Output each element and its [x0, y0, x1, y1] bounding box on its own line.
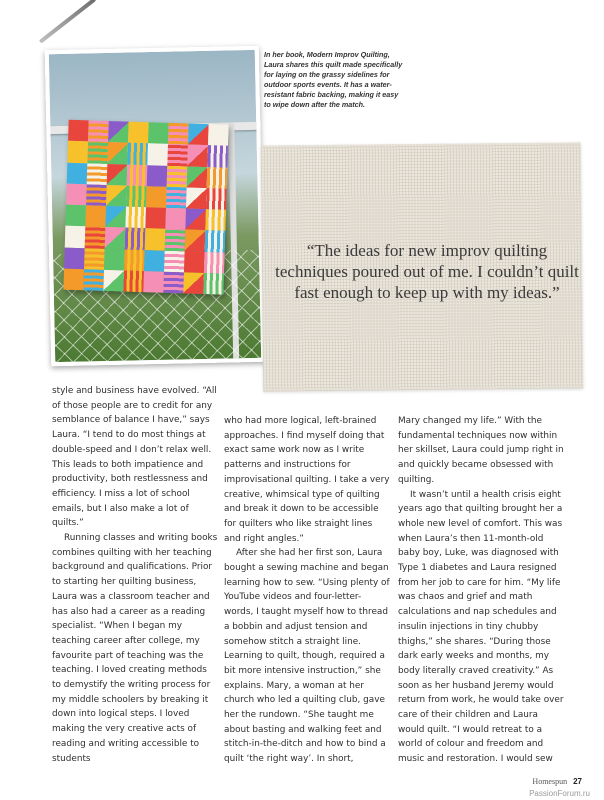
quilt-block [168, 123, 189, 145]
quilt-block [123, 270, 144, 292]
quilt-block [64, 247, 85, 269]
quilt-block [143, 271, 164, 293]
quilt-block [128, 122, 149, 144]
quilt-block [86, 184, 107, 206]
quilt-block [167, 165, 188, 187]
pull-quote: “The ideas for new improv quilting techniques poured out of me. I couldn’t quilt fast enough to keep up with my ideas.” [275, 241, 579, 302]
quilt-block [88, 120, 109, 142]
quilt-block [188, 123, 209, 145]
quilt-block [208, 124, 229, 146]
quilt-block [166, 187, 187, 209]
quilt-block [205, 230, 226, 252]
quilt-photo [45, 46, 266, 366]
quilt-block [85, 205, 106, 227]
quilt-block [65, 226, 86, 248]
quilt-block [184, 251, 205, 273]
quilt-block [65, 205, 86, 227]
quilt-block [107, 163, 128, 185]
quilt-block [68, 120, 89, 142]
quilt-block [106, 185, 127, 207]
quilt-block [108, 121, 129, 143]
paragraph: Running classes and writing books combines quilting with her teaching background and qualifications. Prior to starting her quilting business, Laura was a classroom teacher and has also had a career as a reading specialist. “When I began my teaching career after college, my favourite part of teaching was the teaching. I loved creating methods to demystify the writing process for my middle schoolers by breaking it down into logical steps. I loved making the very creative acts of reading and writing accessible to students [52, 533, 218, 764]
quilt-block [207, 145, 228, 167]
quilt-block [147, 165, 168, 187]
quilt-block [185, 230, 206, 252]
quilt-block [187, 166, 208, 188]
quilt-block [84, 248, 105, 270]
quilt-block [104, 248, 125, 270]
quilt-block [165, 229, 186, 251]
quilt-block [147, 143, 168, 165]
paragraph: who had more logical, left-brained approaches. I find myself doing that exact same work now as I write patterns and instructions for improvisational quilting. I take a very creative, whimsical type of quilting and break it down to be accessible for quilters who like straight lines and right angles.” [224, 416, 390, 544]
quilt-block [164, 250, 185, 272]
quilt-block [207, 167, 228, 189]
quilt-block [83, 269, 104, 291]
quilt-block [124, 249, 145, 271]
quilt-block [204, 252, 225, 274]
quilt-block [205, 209, 226, 231]
quilt-block [165, 208, 186, 230]
quilt-block [145, 207, 166, 229]
quilt-block [163, 272, 184, 294]
quilt-block [148, 122, 169, 144]
quilt-block [125, 207, 146, 229]
quilt-block [127, 143, 148, 165]
quilt-block [66, 183, 87, 205]
quilt-block [203, 273, 224, 295]
quilt-block [167, 144, 188, 166]
quilt-block [103, 270, 124, 292]
page-number: 27 [573, 777, 582, 786]
quilt-block [185, 208, 206, 230]
quilt-block [67, 162, 88, 184]
quilt-block [144, 250, 165, 272]
quilt-block [146, 186, 167, 208]
quilt-block [145, 228, 166, 250]
paragraph: style and business have evolved. “All of those people are to credit for any semblance of balance I have,” says Laura. “I tend to do most things at double-speed and I don’t relax well. This leads to both impatience and productivity, both restlessness and efficiency. I miss a lot of school emails, but I also make a lot of quilts.” [52, 386, 217, 529]
text-column-3 [398, 414, 564, 767]
photo-caption: In her book, Modern Improv Quilting, Laura shares this quilt made specifically for laying on the grassy sidelines for outdoor sports events. It has a water-resistant fabric backing, making it easy to wipe down after the match. [264, 50, 403, 109]
magazine-name: Homespun [532, 777, 568, 786]
pin-icon [39, 0, 97, 44]
quilt-block [105, 206, 126, 228]
quilt-block [183, 272, 204, 294]
quilt [63, 120, 228, 295]
quilt-block [85, 227, 106, 249]
paragraph: It wasn’t until a health crisis eight years ago that quilting brought her a whole new level of comfort. This was when Laura’s then 11-month-old baby boy, Luke, was diagnosed with Type 1 diabetes and Laura resigned from her job to care for him. “My life was chaos and grief and math calculations and nap schedules and insulin injections in tiny chubby thighs,” she shares. “During those dark early weeks and months, my body literally craved creativity.” As soon as her husband Jeremy would return from work, he would take over care of their children and Laura would quilt. “I would retreat to a world of colour and freedom and music and restoration. I would sew [398, 489, 564, 765]
quilt-block [127, 164, 148, 186]
quilt-block [187, 145, 208, 167]
quilt-block [107, 142, 128, 164]
text-column-2 [224, 414, 390, 767]
quilt-block [87, 163, 108, 185]
quilt-block [87, 142, 108, 164]
quilt-block [67, 141, 88, 163]
quilt-block [206, 188, 227, 210]
quilt-block [126, 185, 147, 207]
quilt-block [125, 228, 146, 250]
text-column-1 [52, 384, 218, 766]
page-footer [532, 777, 582, 786]
quilt-block [105, 227, 126, 249]
quilt-block [186, 187, 207, 209]
quilt-block [63, 268, 84, 290]
paragraph: After she had her first son, Laura bought a sewing machine and began learning how to sew. “Using plenty of YouTube videos and four-letter-words, I taught myself how to thread a bobbin and adjust tension and somehow stitch a straight line. Learning to quilt, though, required a bit more intensive instruction,” she explains. Mary, a woman at her church who led a quilting club, gave her the rundown. “She taught me about basting and walking feet and stitch-in-the-ditch and how to bind a quilt ‘the right way’. In short, [224, 548, 390, 765]
watermark: PassionForum.ru [529, 789, 590, 798]
paragraph: Mary changed my life.” With the fundamental techniques now within her skillset, Laura could jump right in and quickly became obsessed with quilting. [398, 416, 564, 485]
